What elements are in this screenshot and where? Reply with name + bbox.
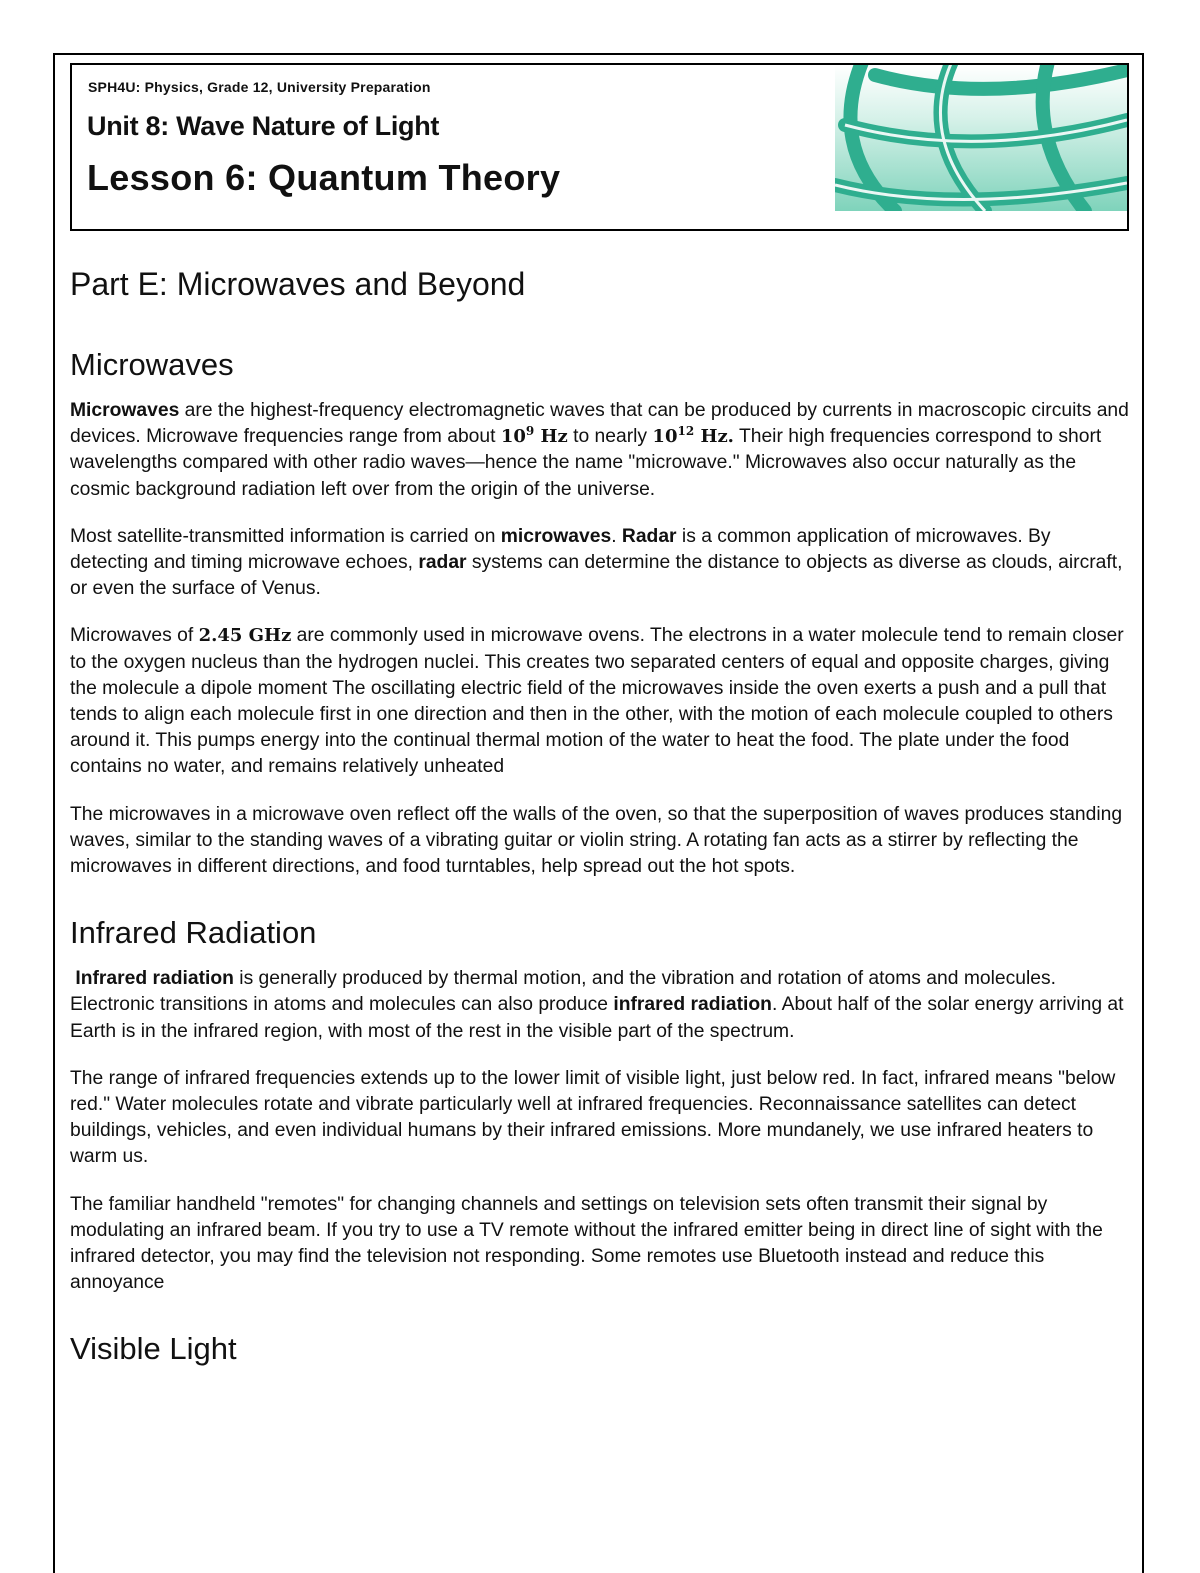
math-exponent: 12 — [677, 424, 695, 439]
bold-term: radar — [418, 552, 467, 574]
text-run: is a common application of microwaves. By detecting and timing microwave echoes, — [70, 525, 1051, 574]
paragraph — [70, 966, 1130, 1045]
text-run: Microwaves of — [70, 625, 199, 647]
section-heading-visible: Visible Light — [70, 1331, 237, 1367]
paragraph — [70, 524, 1130, 603]
paragraph: The range of infrared frequencies extends up to the lower limit of visible light, just below red. In fact, infrared means "below red." Water molecules rotate and vibrate particularly well at infrared frequencies. Reconnaissance satellites can detect buildings, vehicles, and even individual humans by their infrared emissions. More mundanely, we use infrared heaters to warm us. — [70, 1067, 1116, 1168]
text-run: are the highest-frequency electromagnetic waves that can be produced by currents in macroscopic circuits and devices. Microwave frequencies range from about — [70, 400, 1129, 448]
paragraph — [70, 623, 1130, 780]
lesson-header — [70, 63, 1129, 231]
bold-term: infrared radiation — [613, 994, 772, 1016]
section-heading-microwaves: Microwaves — [70, 347, 234, 382]
bold-term: Radar — [621, 525, 677, 547]
bold-term: microwaves — [500, 525, 612, 547]
lesson-content — [70, 264, 1130, 1382]
math-unit: Hz. — [694, 426, 734, 448]
math-exponent: 9 — [525, 424, 535, 439]
paragraph: The microwaves in a microwave oven reflect off the walls of the oven, so that the superposition of waves produces standing waves, similar to the standing waves of a vibrating guitar or violin string. A rotating fan acts as a stirrer by reflecting the microwaves in different directions, and food turntables, help spread out the hot spots. — [70, 803, 1123, 878]
math-base: 10 — [500, 426, 526, 448]
bold-term: Infrared radiation — [75, 968, 234, 990]
math-base: 10 — [652, 426, 678, 448]
globe-grid-icon — [835, 65, 1127, 211]
text-run: . — [611, 525, 622, 547]
text-run: is generally produced by thermal motion, and the vibration and rotation of atoms and molecules. Electronic transitions in atoms and molecules can also produce — [70, 968, 1056, 1016]
lesson-title: Lesson 6: Quantum Theory — [87, 157, 561, 198]
part-title: Part E: Microwaves and Beyond — [70, 266, 526, 302]
text-run: systems can determine the distance to objects as diverse as clouds, aircraft, or even the surface of Venus. — [70, 552, 1123, 600]
text-run: are commonly used in microwave ovens. The electrons in a water molecule tend to remain closer to the oxygen nucleus than the hydrogen nuclei. This creates two separated centers of equal and opposite charges, giving the molecule a dipole moment The oscillating electric field of the microwaves inside the oven exerts a push and a pull that tends to align each molecule first in one direction and then in the other, with the motion of each molecule coupled to others around it. This pumps energy into the continual thermal motion of the water to heat the food. The plate under the food contains no water, and remains relatively unheated — [70, 625, 1124, 778]
math-frequency-high — [652, 426, 734, 447]
text-run: Their high frequencies correspond to short wavelengths compared with other radio waves—hence the name "microwave." Microwaves also occur naturally as the cosmic background radiation left over from the origin of the universe. — [70, 426, 1102, 500]
text-run: . About half of the solar energy arriving at Earth is in the infrared region, with most of the rest in the visible part of the spectrum. — [70, 994, 1124, 1042]
math-unit: Hz — [534, 426, 568, 448]
section-heading-infrared: Infrared Radiation — [70, 915, 317, 951]
paragraph — [70, 398, 1130, 503]
text-run: to nearly — [567, 426, 653, 448]
math-oven-frequency: 2.45 GHz — [198, 625, 292, 647]
text-run: Most satellite-transmitted information is carried on — [70, 525, 501, 547]
math-frequency-low — [501, 426, 568, 447]
paragraph: The familiar handheld "remotes" for changing channels and settings on television sets often transmit their signal by modulating an infrared beam. If you try to use a TV remote without the infrared emitter being in direct line of sight with the infrared detector, you may find the television not responding. Some remotes use Bluetooth instead and reduce this annoyance — [70, 1193, 1103, 1294]
course-line: SPH4U: Physics, Grade 12, University Preparation — [88, 79, 431, 95]
bold-term: Microwaves — [70, 400, 180, 421]
unit-title: Unit 8: Wave Nature of Light — [87, 111, 440, 141]
